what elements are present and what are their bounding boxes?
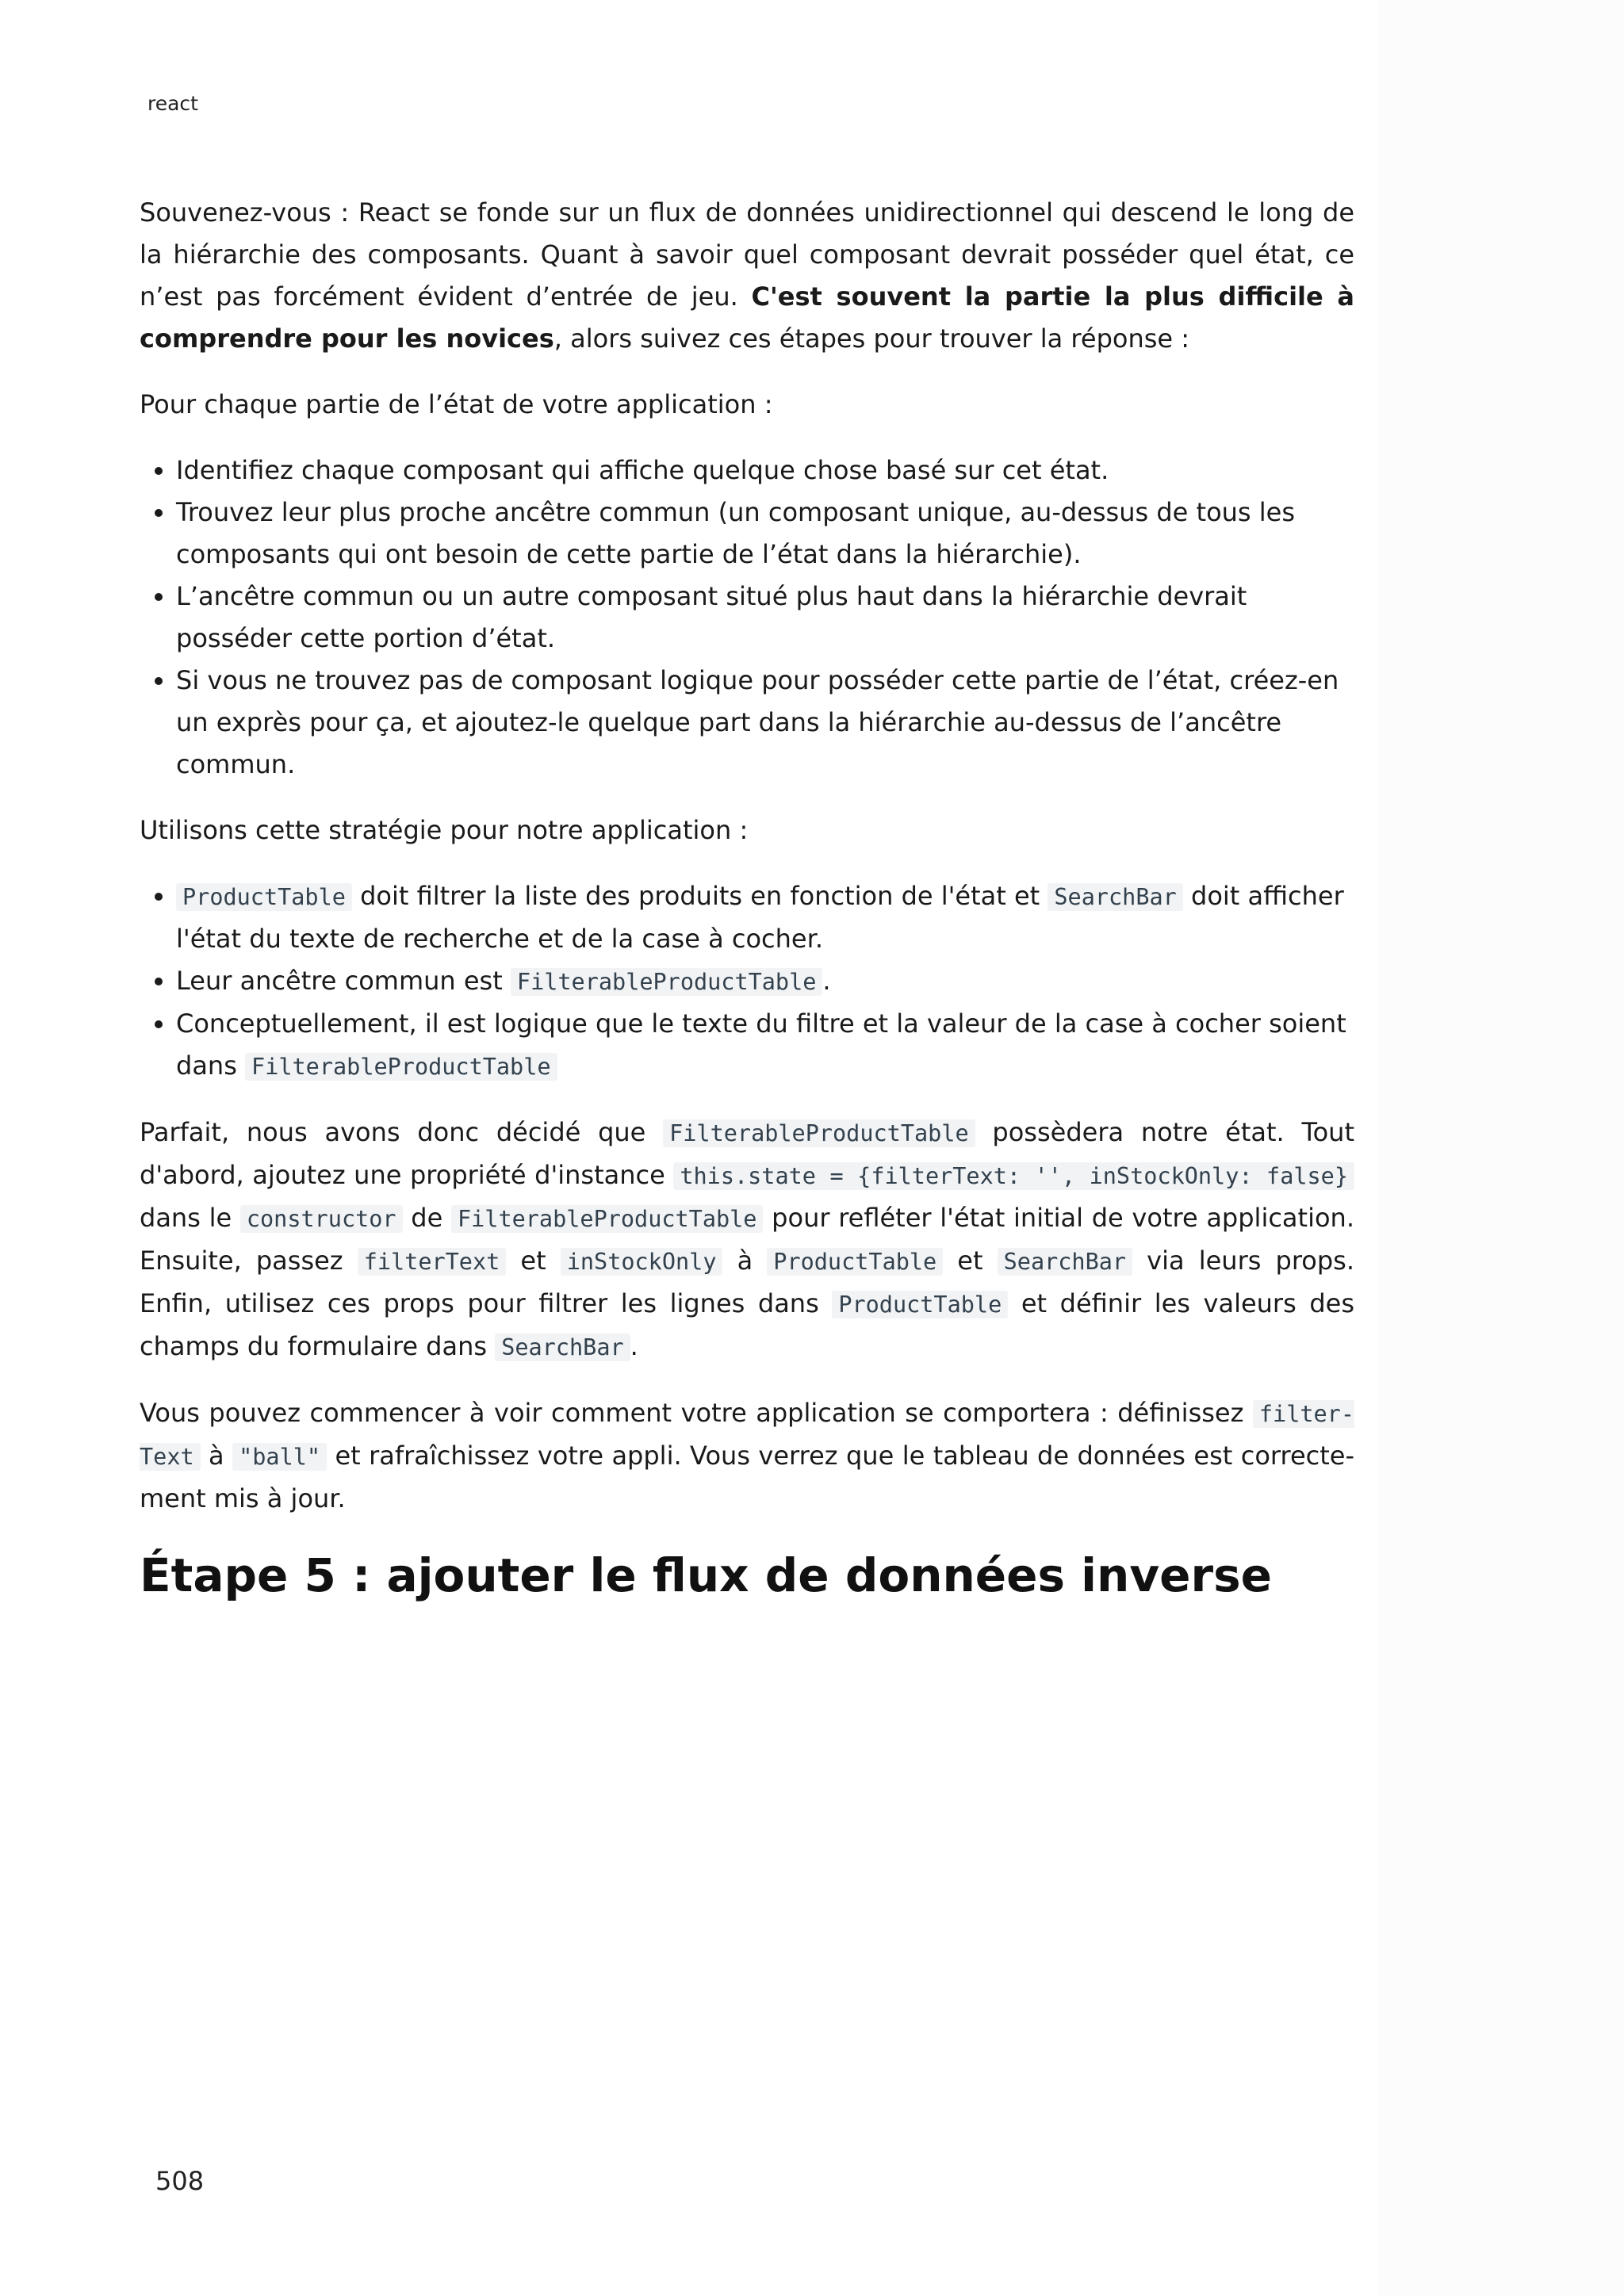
paragraph-intro: [140, 192, 1354, 360]
inline-code: this.state = {filterText: '', inStockOnly: false}: [673, 1162, 1354, 1190]
inline-code: FilterableProductTable: [451, 1205, 764, 1233]
page-number: 508: [155, 2166, 205, 2196]
text: .: [822, 966, 831, 996]
text: à: [722, 1246, 768, 1276]
running-header: react: [147, 92, 198, 115]
text: doit filtrer la liste des produits en fonction de l'état et: [351, 881, 1048, 911]
list-item: • Si vous ne trouvez pas de composant logique pour posséder cette partie de l’état, créez-en un exprès pour ça, et ajoutez-le quelque part dans la hiérarchie au-dessus de l’ancêtre commun.: [176, 660, 1354, 786]
text: Leur ancêtre commun est: [176, 966, 511, 996]
text: dans le: [140, 1203, 240, 1233]
text: et: [943, 1246, 998, 1276]
page-margin-strip: [1378, 0, 1624, 2296]
text: et rafraîchissez votre appli. Vous verrez que le tableau de données est correctement mis à jour.: [140, 1441, 1355, 1513]
inline-code: FilterableProductTable: [245, 1053, 557, 1081]
list-item: • L’ancêtre commun ou un autre composant situé plus haut dans la hiérarchie devrait posséder cette portion d’état.: [176, 576, 1354, 660]
inline-code: constructor: [240, 1205, 403, 1233]
list-item: [176, 875, 1354, 960]
page-content: [140, 192, 1354, 1607]
text: via leurs props. Enfin, utilisez ces props pour filtrer les lignes dans: [140, 1246, 1355, 1318]
strategy-list: [140, 875, 1354, 1088]
text: possèdera notre état. Tout d'abord, ajoutez une propriété d'instance: [140, 1117, 1354, 1190]
inline-code: FilterableProductTable: [663, 1119, 975, 1147]
inline-code: SearchBar: [998, 1248, 1132, 1276]
text: , alors suivez ces étapes pour trouver la réponse :: [553, 323, 1190, 354]
paragraph-strategy: Utilisons cette stratégie pour notre application :: [140, 815, 749, 845]
list-item: • Trouvez leur plus proche ancêtre commun (un composant unique, au-dessus de tous les composants qui ont besoin de cette partie de l’état dans la hiérarchie).: [176, 492, 1354, 576]
inline-code: ProductTable: [832, 1291, 1008, 1318]
text: pour refléter l'état initial de votre application. Ensuite, passez: [140, 1203, 1355, 1276]
text: à: [200, 1441, 233, 1471]
list-item: [176, 1003, 1354, 1088]
paragraph-test: [140, 1392, 1354, 1520]
inline-code: ProductTable: [176, 883, 352, 911]
text: de: [402, 1203, 451, 1233]
paragraph-state-parts: Pour chaque partie de l’état de votre application :: [140, 389, 773, 419]
section-heading: Étape 5 : ajouter le flux de données inverse: [140, 1548, 1272, 1602]
inline-code: SearchBar: [1048, 883, 1182, 911]
inline-code: FilterableProductTable: [511, 968, 823, 996]
inline-code: SearchBar: [495, 1334, 630, 1361]
list-item: • Identifiez chaque composant qui affiche quelque chose basé sur cet état.: [176, 450, 1354, 492]
text: doit afficher l'état du texte de recherche et de la case à cocher.: [176, 881, 1344, 954]
inline-code: ProductTable: [767, 1248, 943, 1276]
text: Parfait, nous avons donc décidé que: [140, 1117, 664, 1147]
text: Vous pouvez commencer à voir comment votre application se comportera : définissez: [140, 1398, 1253, 1428]
list-item: [176, 960, 1354, 1003]
text: et définir les valeurs des champs du formulaire dans: [140, 1288, 1354, 1361]
bold-text: C'est souvent la partie la plus difficile à comprendre pour les novices: [140, 281, 1355, 354]
steps-list: [140, 450, 1354, 786]
text: .: [630, 1331, 638, 1361]
inline-code: inStockOnly: [561, 1248, 723, 1276]
text: Conceptuellement, il est logique que le texte du filtre et la valeur de la case à cocher soient dans: [176, 1008, 1346, 1081]
text: et: [506, 1246, 561, 1276]
inline-code: filterText: [358, 1248, 507, 1276]
text: Souvenez-vous : React se fonde sur un flux de données unidirectionnel qui descend le long de la hiérarchie des composants. Quant à savoir quel composant devrait posséder quel état, ce n’est pas forcément évident d’entrée de jeu.: [140, 197, 1354, 312]
inline-code: filterText: [140, 1401, 1354, 1470]
paragraph-state-setup: [140, 1112, 1354, 1368]
inline-code: "ball": [232, 1443, 327, 1471]
